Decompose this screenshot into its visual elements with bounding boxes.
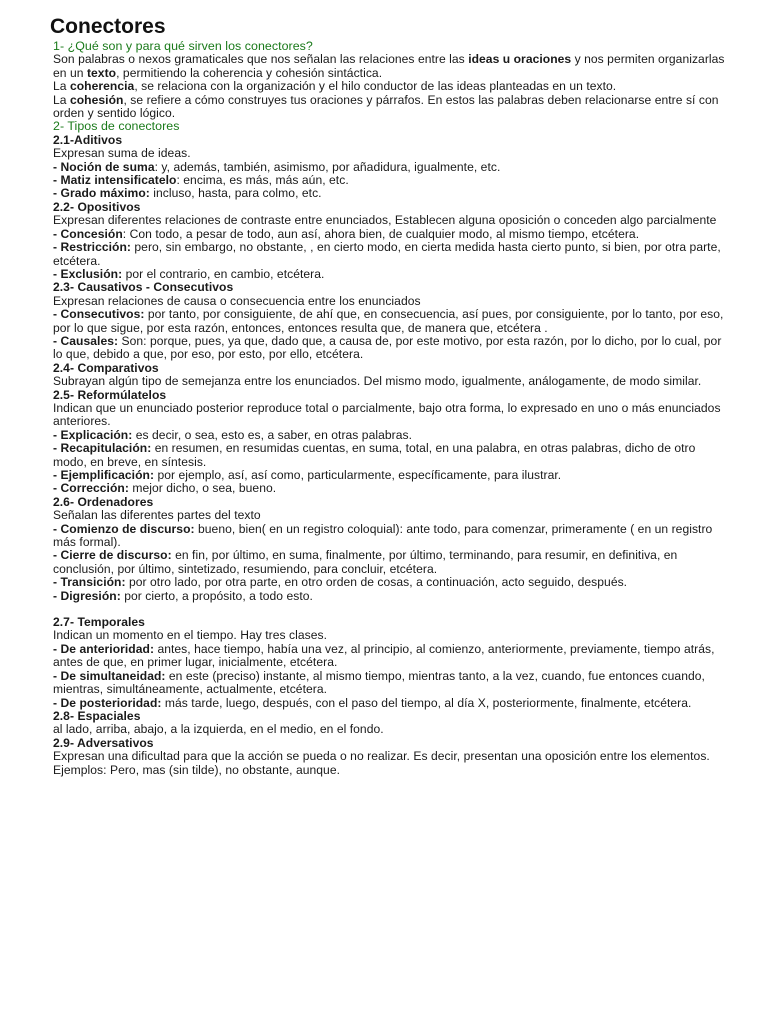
subsection-heading: 2.6- Ordenadores [53, 494, 154, 509]
paragraph [53, 161, 728, 174]
subsection-heading: 2.1-Aditivos [53, 132, 123, 147]
text-run: , se relaciona con la organización y el hilo conductor de las ideas planteadas en un texto. [134, 79, 617, 94]
paragraph [53, 241, 728, 268]
text-run: al lado, arriba, abajo, a la izquierda, en el medio, en el fondo. [53, 722, 384, 737]
subsection-heading: 2.7- Temporales [53, 615, 145, 630]
paragraph [53, 147, 728, 160]
paragraph [53, 442, 728, 469]
text-run: Expresan relaciones de causa o consecuencia entre los enunciados [53, 293, 421, 308]
page-title: Conectores [50, 15, 166, 38]
paragraph [53, 723, 728, 736]
text-run: Indican que un enunciado posterior reproduce total o parcialmente, bajo otra forma, lo expresado en uno o más enunciados anteriores. [53, 400, 721, 429]
section-heading: 1- ¿Qué son y para qué sirven los conectores? [53, 39, 313, 53]
paragraph [53, 590, 728, 603]
bold-term: - Restricción: [53, 240, 131, 255]
text-run: La [53, 92, 70, 107]
text-run: mejor dicho, o sea, bueno. [128, 481, 277, 496]
text-run: por el contrario, en cambio, etcétera. [122, 266, 325, 281]
text-run: en este (preciso) instante, al mismo tiempo, mientras tanto, a la vez, cuando, fue entonces cuando, mientras, simultáneamente, actualmente, etcétera. [53, 668, 705, 697]
paragraph [53, 629, 728, 642]
bold-term: ideas u oraciones [468, 52, 572, 67]
text-run: , se refiere a cómo construyes tus oraciones y párrafos. En estos las palabras deben relacionarse entre sí con orden y sentido lógico. [53, 92, 719, 121]
subsection-heading: 2.9- Adversativos [53, 735, 154, 750]
subsection-heading: 2.4- Comparativos [53, 360, 159, 375]
bold-term: - Exclusión: [53, 266, 123, 281]
paragraph [53, 523, 728, 550]
text-run: : encima, es más, más aún, etc. [176, 173, 349, 188]
text-run: , permitiendo la coherencia y cohesión sintáctica. [116, 65, 383, 80]
bold-term: - Matiz intensificatelo [53, 173, 177, 188]
paragraph [53, 228, 728, 241]
text-run: en fin, por último, en suma, finalmente, por último, terminando, para resumir, en definitiva, en conclusión, por último, sintetizado, resumiendo, para concluir, etcétera. [53, 548, 678, 576]
text-run: Expresan una dificultad para que la acción se pueda o no realizar. Es decir, presentan una oposición entre los elementos. Ejemplos: Pero, mas (sin tilde), no obstante, aunque. [53, 749, 710, 777]
text-run: La [53, 79, 70, 94]
paragraph [53, 469, 728, 482]
text-run: bueno, bien( en un registro coloquial): ante todo, para comenzar, primeramente ( en un registro más formal). [53, 521, 713, 550]
document-body [53, 40, 728, 777]
bold-term: - Causales: [53, 333, 119, 348]
text-run: por cierto, a propósito, a todo esto. [120, 588, 313, 603]
paragraph [53, 268, 728, 281]
spacer [53, 603, 728, 616]
paragraph [53, 174, 728, 187]
paragraph [53, 509, 728, 522]
text-run: Indican un momento en el tiempo. Hay tres clases. [53, 628, 328, 643]
bold-term: cohesión [69, 92, 124, 107]
paragraph [53, 94, 728, 121]
paragraph [53, 670, 728, 697]
paragraph [53, 295, 728, 308]
bold-term: texto [86, 65, 117, 80]
section-heading: 2- Tipos de conectores [53, 119, 180, 134]
bold-term: - Corrección: [53, 481, 129, 496]
text-run: Son: porque, pues, ya que, dado que, a causa de, por este motivo, por esta razón, por lo dicho, por lo cual, por lo que, debido a que, por eso, por esto, por ello, etcétera. [53, 333, 722, 362]
paragraph [53, 187, 728, 200]
text-run: es decir, o sea, esto es, a saber, en otras palabras. [132, 427, 413, 442]
bold-term: - Digresión: [53, 588, 121, 603]
text-run: y nos permiten organizarlas en un [53, 52, 725, 80]
text-run: Señalan las diferentes partes del texto [53, 508, 261, 523]
bold-term: - Explicación: [53, 427, 133, 442]
paragraph [53, 549, 728, 576]
text-run: antes, hace tiempo, había una vez, al principio, al comienzo, anteriormente, previamente, tiempo atrás, antes de que, en primer lugar, inicialmente, etcétera. [53, 641, 715, 670]
text-run: Expresan suma de ideas. [53, 146, 191, 161]
bold-term: - Transición: [53, 575, 126, 590]
bold-term: - Grado máximo: [53, 186, 150, 201]
text-run: por otro lado, por otra parte, en otro orden de cosas, a continuación, acto seguido, después. [125, 575, 628, 590]
paragraph [53, 429, 728, 442]
bold-term: - Consecutivos: [53, 307, 145, 322]
bold-term: coherencia [69, 79, 135, 94]
bold-term: - De simultaneidad: [53, 668, 166, 683]
paragraph [53, 750, 728, 777]
text-run: Expresan diferentes relaciones de contraste entre enunciados, Establecen alguna oposición o conceden algo parcialmente [53, 213, 717, 228]
paragraph [53, 53, 728, 80]
bold-term: - De posterioridad: [53, 695, 162, 710]
text-run: pero, sin embargo, no obstante, , en cierto modo, en cierta medida hasta cierto punto, si bien, por otra parte, etcétera. [53, 240, 721, 268]
text-run: más tarde, luego, después, con el paso del tiempo, al día X, posteriormente, finalmente, etcétera. [161, 695, 692, 710]
text-run: por ejemplo, así, así como, particularmente, específicamente, para ilustrar. [154, 468, 562, 482]
subsection-heading: 2.2- Opositivos [53, 199, 141, 214]
subsection-heading: 2.3- Causativos - Consecutivos [53, 280, 234, 295]
text-run: : y, además, también, asimismo, por añadidura, igualmente, etc. [154, 159, 501, 174]
bold-term: - Comienzo de discurso: [53, 521, 195, 536]
bold-term: - Recapitulación: [53, 441, 152, 456]
paragraph [53, 308, 728, 335]
paragraph [53, 576, 728, 589]
paragraph [53, 643, 728, 670]
subsection-heading: 2.8- Espaciales [53, 708, 141, 723]
bold-term: - Noción de suma [53, 159, 155, 174]
text-run: en resumen, en resumidas cuentas, en suma, total, en una palabra, en otras palabras, dicho de otro modo, en breve, en síntesis. [53, 441, 696, 469]
bold-term: - De anterioridad: [53, 641, 155, 656]
text-run: Son palabras o nexos gramaticales que nos señalan las relaciones entre las [53, 52, 469, 67]
bold-term: - Concesión [53, 226, 123, 241]
paragraph [53, 697, 728, 710]
text-run: : Con todo, a pesar de todo, aun así, ahora bien, de cualquier modo, al mismo tiempo, etcétera. [122, 226, 640, 241]
paragraph [53, 375, 728, 388]
paragraph [53, 482, 728, 495]
paragraph [53, 402, 728, 429]
paragraph [53, 335, 728, 362]
text-run: por tanto, por consiguiente, de ahí que, en consecuencia, así pues, por consiguiente, por lo tanto, por eso, por lo que sigue, por esta razón, entonces, entonces resulta que, de manera que, etcétera . [53, 307, 724, 335]
bold-term: - Cierre de discurso: [53, 548, 172, 563]
text-run: Subrayan algún tipo de semejanza entre los enunciados. Del mismo modo, igualmente, análogamente, de modo similar. [53, 374, 702, 389]
bold-term: - Ejemplificación: [53, 468, 155, 482]
subsection-heading: 2.5- Reformúlatelos [53, 387, 167, 402]
text-run: incluso, hasta, para colmo, etc. [149, 186, 322, 201]
paragraph [53, 80, 728, 93]
paragraph [53, 214, 728, 227]
